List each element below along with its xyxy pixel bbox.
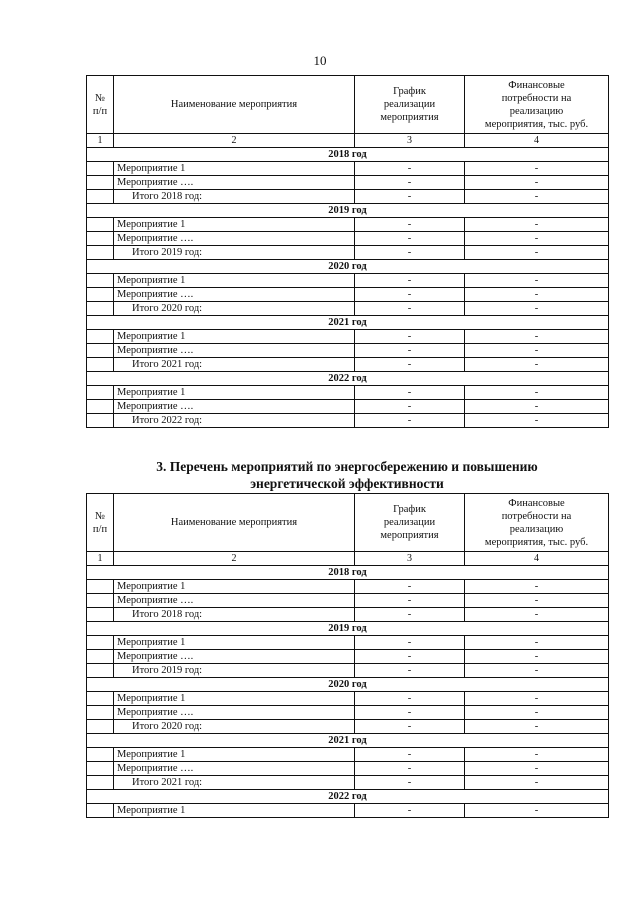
table-row <box>87 776 609 790</box>
table-row <box>87 344 609 358</box>
row-number <box>87 400 114 414</box>
schedule-value: - <box>355 232 465 246</box>
schedule-value: - <box>355 330 465 344</box>
finance-value: - <box>465 706 609 720</box>
schedule-value: - <box>355 692 465 706</box>
row-number <box>87 246 114 260</box>
row-number <box>87 804 114 818</box>
column-number: 3 <box>355 552 465 566</box>
finance-value: - <box>465 594 609 608</box>
schedule-value: - <box>355 302 465 316</box>
event-name: Мероприятие …. <box>114 288 355 302</box>
year-label: 2018 год <box>87 148 609 162</box>
header-number-label: № п/п <box>92 510 108 535</box>
column-numbers-row <box>87 134 609 148</box>
row-number <box>87 344 114 358</box>
year-label: 2019 год <box>87 204 609 218</box>
schedule-value: - <box>355 650 465 664</box>
event-name: Мероприятие …. <box>114 176 355 190</box>
section-title <box>86 458 608 492</box>
table-row <box>87 804 609 818</box>
table-body <box>87 134 609 428</box>
total-name: Итого 2021 год: <box>114 358 355 372</box>
event-name: Мероприятие 1 <box>114 580 355 594</box>
header-number <box>87 494 114 552</box>
schedule-value: - <box>355 776 465 790</box>
event-name: Мероприятие 1 <box>114 330 355 344</box>
table-row <box>87 692 609 706</box>
table-header <box>87 76 609 134</box>
finance-value: - <box>465 400 609 414</box>
schedule-value: - <box>355 190 465 204</box>
header-finance-label: Финансовые потребности на реализацию мероприятия, тыс. руб. <box>484 497 589 548</box>
event-name: Мероприятие …. <box>114 400 355 414</box>
finance-value: - <box>465 580 609 594</box>
table-row <box>87 162 609 176</box>
header-event-name <box>114 76 355 134</box>
table-row <box>87 706 609 720</box>
table-row <box>87 190 609 204</box>
event-name: Мероприятие …. <box>114 594 355 608</box>
event-name: Мероприятие 1 <box>114 218 355 232</box>
table-row <box>87 386 609 400</box>
total-name: Итого 2020 год: <box>114 720 355 734</box>
table-row <box>87 762 609 776</box>
finance-value: - <box>465 636 609 650</box>
row-number <box>87 176 114 190</box>
row-number <box>87 218 114 232</box>
finance-value: - <box>465 720 609 734</box>
column-number: 4 <box>465 134 609 148</box>
header-finance-label: Финансовые потребности на реализацию мероприятия, тыс. руб. <box>484 79 589 130</box>
year-row <box>87 734 609 748</box>
schedule-value: - <box>355 720 465 734</box>
row-number <box>87 288 114 302</box>
column-number: 2 <box>114 134 355 148</box>
year-row <box>87 148 609 162</box>
schedule-value: - <box>355 608 465 622</box>
row-number <box>87 232 114 246</box>
row-number <box>87 414 114 428</box>
finance-value: - <box>465 344 609 358</box>
column-number: 1 <box>87 552 114 566</box>
event-name: Мероприятие …. <box>114 344 355 358</box>
row-number <box>87 706 114 720</box>
row-number <box>87 386 114 400</box>
table-row <box>87 274 609 288</box>
table-row <box>87 400 609 414</box>
schedule-value: - <box>355 636 465 650</box>
year-label: 2018 год <box>87 566 609 580</box>
finance-value: - <box>465 650 609 664</box>
schedule-value: - <box>355 344 465 358</box>
events-table-1 <box>86 75 609 428</box>
finance-value: - <box>465 176 609 190</box>
schedule-value: - <box>355 246 465 260</box>
event-name: Мероприятие …. <box>114 650 355 664</box>
table-row <box>87 608 609 622</box>
year-label: 2022 год <box>87 372 609 386</box>
column-number: 4 <box>465 552 609 566</box>
row-number <box>87 162 114 176</box>
year-label: 2021 год <box>87 734 609 748</box>
table-row <box>87 636 609 650</box>
year-row <box>87 204 609 218</box>
year-label: 2022 год <box>87 790 609 804</box>
header-schedule-label: График реализации мероприятия <box>380 86 439 123</box>
total-name: Итого 2018 год: <box>114 190 355 204</box>
finance-value: - <box>465 162 609 176</box>
row-number <box>87 762 114 776</box>
finance-value: - <box>465 608 609 622</box>
total-name: Итого 2019 год: <box>114 664 355 678</box>
row-number <box>87 608 114 622</box>
finance-value: - <box>465 190 609 204</box>
row-number <box>87 594 114 608</box>
finance-value: - <box>465 692 609 706</box>
table-header <box>87 494 609 552</box>
finance-value: - <box>465 246 609 260</box>
year-label: 2019 год <box>87 622 609 636</box>
finance-value: - <box>465 358 609 372</box>
event-name: Мероприятие …. <box>114 706 355 720</box>
year-label: 2020 год <box>87 678 609 692</box>
events-table-2 <box>86 493 609 818</box>
column-numbers-row <box>87 552 609 566</box>
finance-value: - <box>465 218 609 232</box>
schedule-value: - <box>355 274 465 288</box>
finance-value: - <box>465 804 609 818</box>
table-row <box>87 720 609 734</box>
schedule-value: - <box>355 414 465 428</box>
finance-value: - <box>465 776 609 790</box>
header-number <box>87 76 114 134</box>
event-name: Мероприятие 1 <box>114 636 355 650</box>
header-event-name-label: Наименование мероприятия <box>170 99 298 110</box>
table-body <box>87 552 609 818</box>
schedule-value: - <box>355 162 465 176</box>
table-row <box>87 580 609 594</box>
year-row <box>87 372 609 386</box>
row-number <box>87 692 114 706</box>
schedule-value: - <box>355 288 465 302</box>
year-row <box>87 622 609 636</box>
finance-value: - <box>465 386 609 400</box>
finance-value: - <box>465 330 609 344</box>
table-row <box>87 330 609 344</box>
schedule-value: - <box>355 762 465 776</box>
total-name: Итого 2022 год: <box>114 414 355 428</box>
event-name: Мероприятие 1 <box>114 274 355 288</box>
row-number <box>87 650 114 664</box>
event-name: Мероприятие 1 <box>114 692 355 706</box>
header-schedule <box>355 494 465 552</box>
schedule-value: - <box>355 580 465 594</box>
schedule-value: - <box>355 176 465 190</box>
table-row <box>87 246 609 260</box>
year-label: 2020 год <box>87 260 609 274</box>
total-name: Итого 2019 год: <box>114 246 355 260</box>
event-name: Мероприятие 1 <box>114 386 355 400</box>
year-row <box>87 790 609 804</box>
finance-value: - <box>465 414 609 428</box>
table-row <box>87 288 609 302</box>
row-number <box>87 302 114 316</box>
schedule-value: - <box>355 664 465 678</box>
event-name: Мероприятие …. <box>114 762 355 776</box>
header-number-label: № п/п <box>92 92 108 117</box>
column-number: 2 <box>114 552 355 566</box>
row-number <box>87 330 114 344</box>
schedule-value: - <box>355 218 465 232</box>
column-number: 3 <box>355 134 465 148</box>
header-event-name-label: Наименование мероприятия <box>170 517 298 528</box>
year-label: 2021 год <box>87 316 609 330</box>
finance-value: - <box>465 232 609 246</box>
row-number <box>87 190 114 204</box>
header-schedule-label: График реализации мероприятия <box>380 504 439 541</box>
row-number <box>87 720 114 734</box>
schedule-value: - <box>355 400 465 414</box>
finance-value: - <box>465 762 609 776</box>
schedule-value: - <box>355 748 465 762</box>
table-row <box>87 748 609 762</box>
year-row <box>87 260 609 274</box>
year-row <box>87 566 609 580</box>
row-number <box>87 636 114 650</box>
total-name: Итого 2020 год: <box>114 302 355 316</box>
section-title-line-2: энергетической эффективности <box>250 476 444 491</box>
total-name: Итого 2018 год: <box>114 608 355 622</box>
table-row <box>87 358 609 372</box>
year-row <box>87 316 609 330</box>
schedule-value: - <box>355 386 465 400</box>
header-event-name <box>114 494 355 552</box>
year-row <box>87 678 609 692</box>
row-number <box>87 664 114 678</box>
finance-value: - <box>465 664 609 678</box>
header-finance <box>465 494 609 552</box>
event-name: Мероприятие 1 <box>114 804 355 818</box>
event-name: Мероприятие 1 <box>114 748 355 762</box>
schedule-value: - <box>355 804 465 818</box>
schedule-value: - <box>355 594 465 608</box>
row-number <box>87 748 114 762</box>
row-number <box>87 580 114 594</box>
schedule-value: - <box>355 706 465 720</box>
finance-value: - <box>465 274 609 288</box>
table-row <box>87 302 609 316</box>
event-name: Мероприятие 1 <box>114 162 355 176</box>
table-row <box>87 650 609 664</box>
row-number <box>87 274 114 288</box>
schedule-value: - <box>355 358 465 372</box>
table-row <box>87 232 609 246</box>
table-row <box>87 176 609 190</box>
header-schedule <box>355 76 465 134</box>
header-finance <box>465 76 609 134</box>
table-row <box>87 218 609 232</box>
row-number <box>87 358 114 372</box>
table-row <box>87 664 609 678</box>
page-number: 10 <box>313 53 327 68</box>
table-row <box>87 594 609 608</box>
column-number: 1 <box>87 134 114 148</box>
table-row <box>87 414 609 428</box>
total-name: Итого 2021 год: <box>114 776 355 790</box>
finance-value: - <box>465 748 609 762</box>
event-name: Мероприятие …. <box>114 232 355 246</box>
row-number <box>87 776 114 790</box>
section-title-line-1: 3. Перечень мероприятий по энергосбережению и повышению <box>156 459 538 474</box>
finance-value: - <box>465 288 609 302</box>
finance-value: - <box>465 302 609 316</box>
